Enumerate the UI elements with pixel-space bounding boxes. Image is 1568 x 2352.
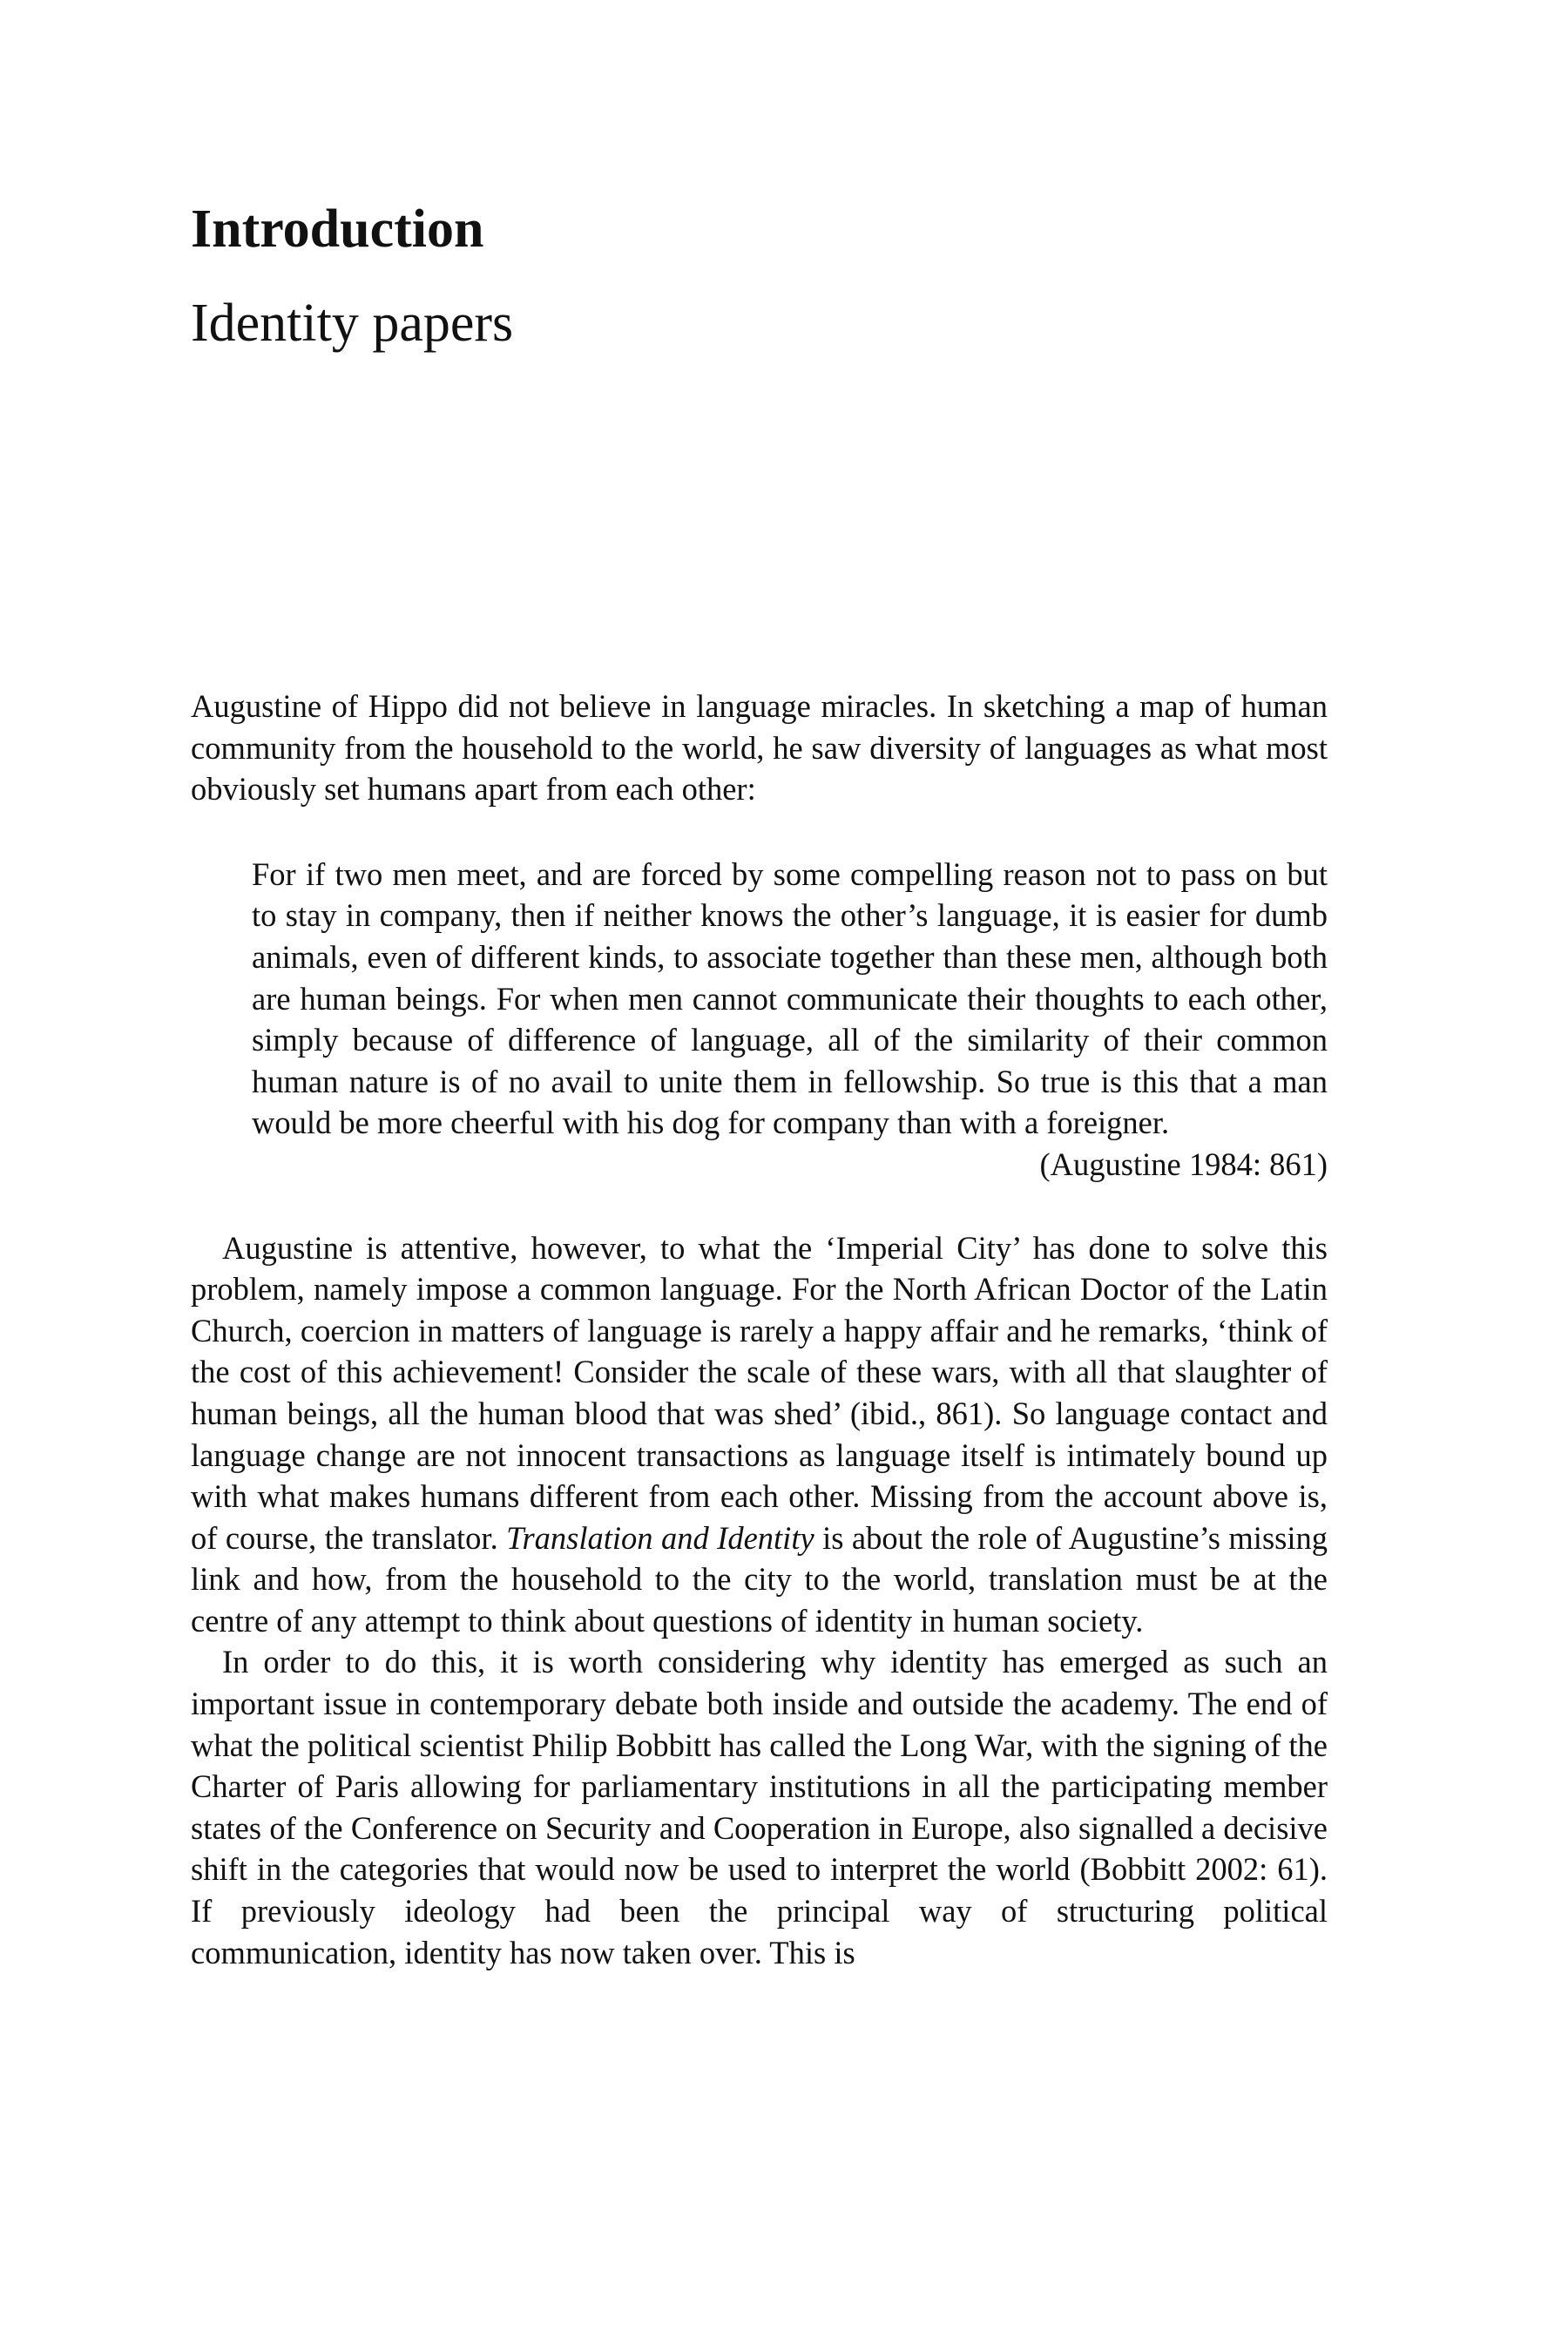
paragraph-3: In order to do this, it is worth considering why identity has emerged as such an important issue in contemporary debate both inside and outside the academy. The end of what the political scientist Philip Bobbitt has called the Long War, with the signing of the Charter of Paris allowing for parliamentary institutions in all the participating member states of the Conference on Security and Cooperation in Europe, also signalled a decisive shift in the categories that would now be used to interpret the world (Bobbitt 2002: 61). If previously ideology had been the principal way of structuring political communication, identity has now taken over. This is [191, 1644, 1328, 1970]
book-title-italic: Translation and Identity [506, 1519, 814, 1556]
paragraph-2 [191, 1227, 1328, 1642]
chapter-title: Introduction [191, 199, 484, 259]
quote-citation: (Augustine 1984: 861) [1039, 1146, 1328, 1182]
quote-text: For if two men meet, and are forced by some compelling reason not to pass on but to stay in company, then if neither knows the other’s language, it is easier for dumb animals, even of different kinds, to associate together than these men, although both are human beings. For when men cannot communicate their thoughts to each other, simply because of difference of language, all of the similarity of their common human nature is of no avail to unite them in fellowship. So true is this that a man would be more cheerful with his dog for company than with a foreigner. [252, 855, 1328, 1141]
paragraph-2-text: Augustine is attentive, however, to what the ‘Imperial City’ has done to solve this problem, namely impose a common language. For the North African Doctor of the Latin Church, coercion in matters of language is rarely a happy affair and he remarks, ‘think of the cost of this achievement! Consider the scale of these wars, with all that slaughter of human beings, all the human blood that was shed’ (ibid., 861). So language contact and language change are not innocent transactions as language itself is intimately bound up with what makes humans different from each other. Missing from the account above is, of course, the translator. [191, 1229, 1328, 1556]
body-text [191, 686, 1328, 1973]
chapter-subtitle: Identity papers [191, 294, 514, 353]
block-quote [252, 854, 1328, 1186]
paragraph-1: Augustine of Hippo did not believe in language miracles. In sketching a map of human community from the household to the world, he saw diversity of languages as what most obviously set humans apart from each other: [191, 688, 1328, 808]
book-page [191, 0, 1328, 2352]
paragraph-2-text-end: is about the role of Augustine’s missing link and how, from the household to the city to the world, translation must be at the centre of any attempt to think about questions of identity in human society. [191, 1519, 1328, 1639]
